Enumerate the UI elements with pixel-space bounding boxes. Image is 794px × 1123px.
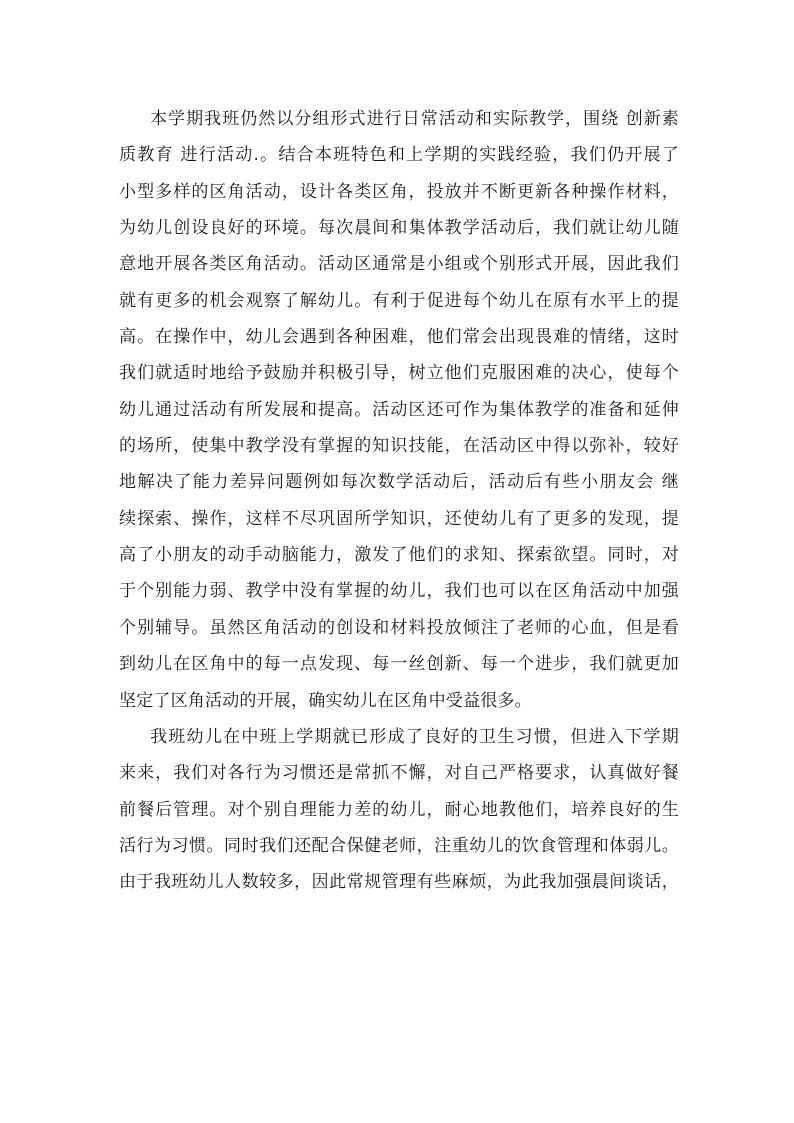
paragraph-1-line-5: 意地开展各类区角活动。活动区通常是小组或个别形式开展，因此我们	[119, 254, 679, 275]
paragraph-1-line-9: 幼儿通过活动有所发展和提高。活动区还可作为集体教学的准备和延伸	[119, 399, 679, 420]
paragraph-1-line-10: 的场所，使集中教学没有掌握的知识技能，在活动区中得以弥补，较好	[119, 436, 679, 457]
paragraph-1-line-12: 续探索、操作，这样不尽巩固所学知识，还使幼儿有了更多的发现，提	[119, 508, 679, 529]
paragraph-1-line-1: 本学期我班仍然以分组形式进行日常活动和实际教学，围绕 创新素	[150, 109, 679, 129]
paragraph-1-line-6: 就有更多的机会观察了解幼儿。有利于促进每个幼儿在原有水平上的提	[119, 290, 679, 311]
document-body	[119, 101, 679, 901]
paragraph-1-line-4: 为幼儿创设良好的环境。每次晨间和集体教学活动后，我们就让幼儿随	[119, 218, 679, 239]
paragraph-2-line-1: 我班幼儿在中班上学期就已形成了良好的卫生习惯，但进入下学期	[150, 726, 679, 747]
paragraph-1-line-2: 质教育 进行活动.。结合本班特色和上学期的实践经验，我们仍开展了	[119, 145, 679, 166]
paragraph-1-line-7: 高。在操作中，幼儿会遇到各种困难，他们常会出现畏难的情绪，这时	[119, 327, 679, 348]
paragraph-2-line-2: 来来，我们对各行为习惯还是常抓不懈，对自己严格要求，认真做好餐	[119, 763, 679, 784]
paragraph-1-line-13: 高了小朋友的动手动脑能力，激发了他们的求知、探索欲望。同时，对	[119, 545, 679, 566]
paragraph-2-line-3: 前餐后管理。对个别自理能力差的幼儿，耐心地教他们，培养良好的生	[119, 799, 679, 820]
paragraph-1-line-3: 小型多样的区角活动，设计各类区角，投放并不断更新各种操作材料，	[119, 181, 679, 202]
paragraph-2-line-5: 由于我班幼儿人数较多，因此常规管理有些麻烦，为此我加强晨间谈话，	[119, 872, 679, 893]
paragraph-1-line-14: 于个别能力弱、教学中没有掌握的幼儿，我们也可以在区角活动中加强	[119, 581, 679, 602]
paragraph-1-line-11: 地解决了能力差异问题例如每次数学活动后，活动后有些小朋友会 继	[119, 472, 679, 493]
paragraph-1-line-16: 到幼儿在区角中的每一点发现、每一丝创新、每一个进步，我们就更加	[119, 654, 679, 675]
paragraph-1-line-17: 坚定了区角活动的开展，确实幼儿在区角中受益很多。	[119, 690, 532, 711]
paragraph-2-line-4: 活行为习惯。同时我们还配合保健老师，注重幼儿的饮食管理和体弱儿。	[119, 835, 679, 856]
paragraph-1-line-15: 个别辅导。虽然区角活动的创设和材料投放倾注了老师的心血，但是看	[119, 617, 679, 638]
paragraph-1-line-8: 我们就适时地给予鼓励并积极引导，树立他们克服困难的决心，使每个	[119, 363, 679, 384]
